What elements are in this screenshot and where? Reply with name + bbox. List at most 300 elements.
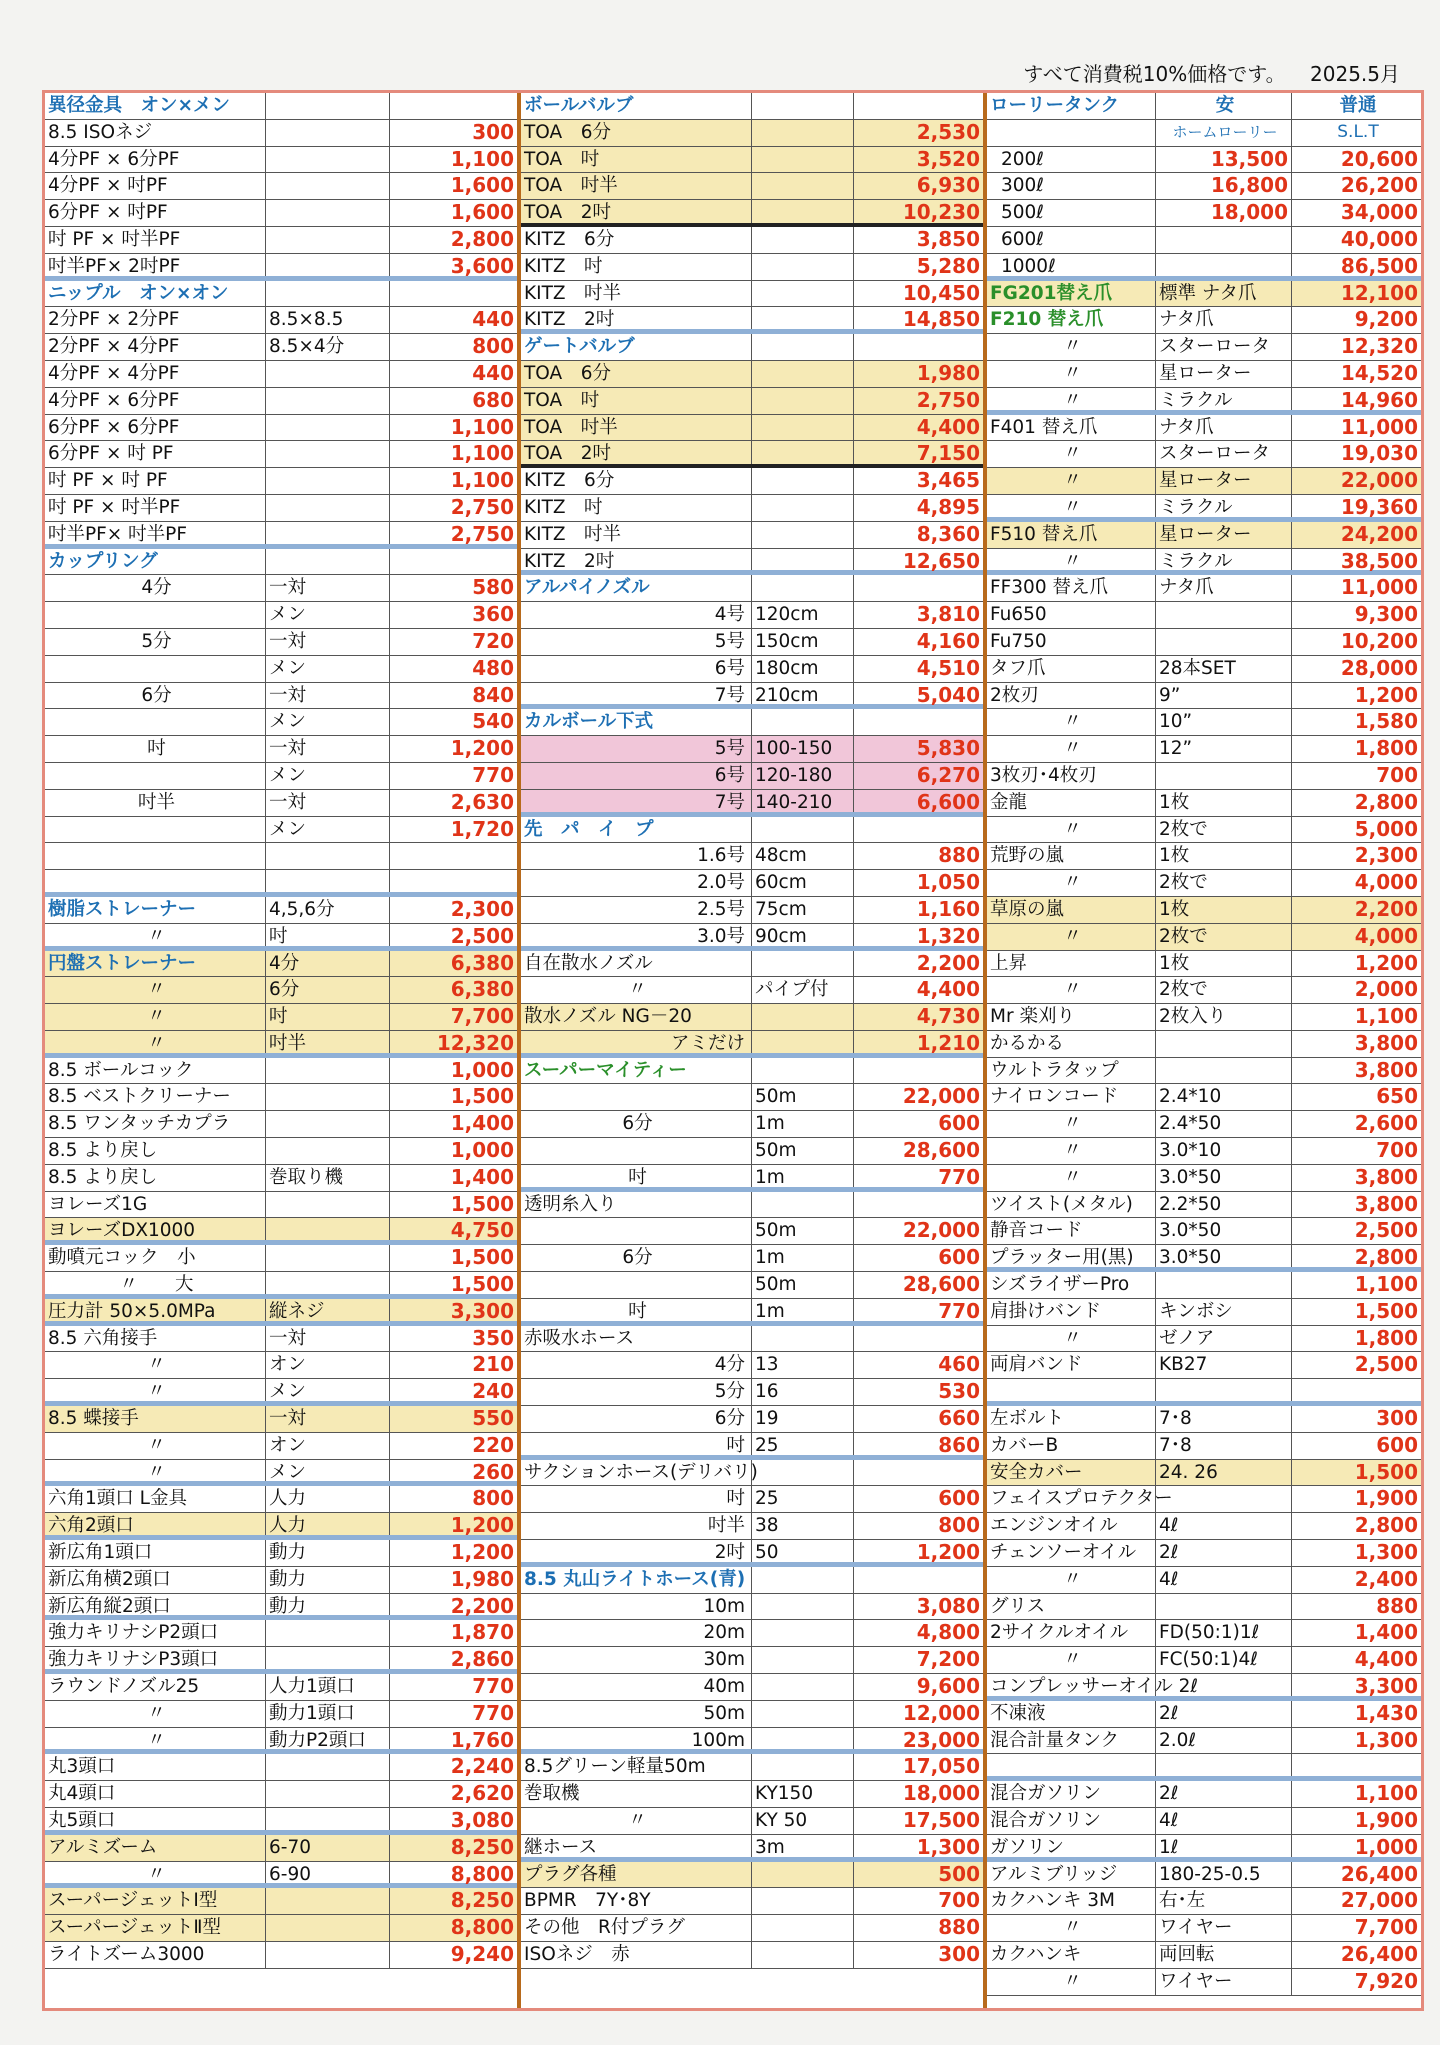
price-row: [45, 1915, 517, 1942]
item-spec: [265, 522, 389, 544]
item-name: KITZ 吋半: [524, 282, 622, 304]
item-spec: メン: [265, 817, 389, 843]
item-spec: 19: [751, 1406, 853, 1432]
item-price: 27,000: [1291, 1888, 1421, 1914]
item-spec: ワイヤー: [1155, 1915, 1291, 1941]
price-row: [45, 1620, 517, 1647]
price-row: [987, 1567, 1421, 1594]
item-spec: [1155, 1058, 1291, 1084]
item-spec: 210cm: [751, 683, 853, 705]
item-spec: オン: [265, 1352, 389, 1378]
item-name: 吋 PF × 吋 PF: [48, 470, 168, 492]
item-price: 3,600: [389, 254, 517, 276]
item-name: 〃: [1063, 1970, 1082, 1992]
item-spec: メン: [265, 602, 389, 628]
item-spec: 4ℓ: [1155, 1513, 1291, 1539]
price-column-left: [45, 93, 517, 2008]
item-name: 〃: [1063, 1140, 1082, 1162]
item-spec: 10”: [1155, 709, 1291, 735]
item-name: 2吋: [714, 1542, 745, 1564]
item-spec: [265, 1647, 389, 1669]
item-spec: [265, 227, 389, 253]
item-name: KITZ 吋: [524, 496, 603, 518]
item-price: 2,000: [1291, 977, 1421, 1003]
item-spec: 90cm: [751, 924, 853, 946]
item-spec: [751, 549, 853, 571]
item-name: 〃: [147, 1863, 166, 1885]
item-spec: 1m: [751, 1165, 853, 1187]
item-name: 6分PF × 吋 PF: [48, 443, 174, 465]
item-name: アルミズーム: [48, 1836, 158, 1858]
item-name: [45, 602, 265, 628]
item-price: 7,150: [853, 441, 983, 464]
item-price: [389, 93, 517, 119]
item-spec: [1155, 1674, 1291, 1696]
item-spec: [751, 281, 853, 307]
price-row: [45, 709, 517, 736]
price-row: [45, 388, 517, 415]
price-row: [521, 1326, 983, 1353]
item-spec: 1枚: [1155, 843, 1291, 869]
price-row: [45, 1567, 517, 1594]
item-spec: [265, 1942, 389, 1968]
item-price: 1,210: [853, 1031, 983, 1053]
price-row: [987, 120, 1421, 147]
item-price: 360: [389, 602, 517, 628]
price-row: [987, 1299, 1421, 1326]
price-row: [987, 1835, 1421, 1862]
item-spec: 38: [751, 1513, 853, 1539]
item-name: 〃: [1063, 738, 1082, 760]
item-name: 荒野の嵐: [990, 845, 1065, 867]
price-row: [521, 1406, 983, 1433]
item-name: 混合ガソリン: [990, 1810, 1102, 1831]
item-spec: [1155, 254, 1291, 276]
price-row: [521, 1808, 983, 1835]
item-spec: 3.0*10: [1155, 1138, 1291, 1164]
item-spec: 両回転: [1155, 1942, 1291, 1968]
item-name: 7号: [714, 791, 745, 813]
item-spec: [1155, 763, 1291, 789]
item-price: 1,100: [389, 415, 517, 441]
item-spec: キンボシ: [1155, 1299, 1291, 1325]
item-spec: 6-90: [265, 1862, 389, 1884]
item-name: 〃: [1063, 470, 1082, 492]
item-name: 不凍液: [990, 1702, 1046, 1724]
item-name: 1.6号: [697, 845, 745, 867]
item-name: TOA 2吋: [524, 202, 611, 224]
item-name: TOA 吋: [524, 148, 600, 170]
item-price: 1,800: [1291, 736, 1421, 762]
price-row: [45, 334, 517, 361]
price-row: [521, 361, 983, 388]
price-row: [521, 1754, 983, 1781]
price-row: [521, 1862, 983, 1889]
item-price: 770: [389, 1674, 517, 1700]
price-row: [987, 977, 1421, 1004]
item-price: 220: [389, 1433, 517, 1459]
item-name: 動噴元コック 小: [48, 1247, 196, 1269]
item-price: 1,000: [1291, 1835, 1421, 1857]
item-name: 新広角縦2頭口: [48, 1595, 171, 1617]
price-row: [987, 227, 1421, 254]
item-name: 草原の嵐: [990, 898, 1065, 920]
price-row: [45, 1647, 517, 1674]
item-price: 10,200: [1291, 629, 1421, 655]
item-spec: 4,5,6分: [265, 897, 389, 923]
item-spec: 7･8: [1155, 1433, 1291, 1459]
item-price: 2,750: [389, 522, 517, 544]
price-row: [45, 1165, 517, 1192]
item-name: カップリング: [48, 550, 158, 572]
price-row: [521, 281, 983, 308]
item-spec: 星ローター: [1155, 361, 1291, 387]
price-row: [521, 1433, 983, 1460]
item-price: 840: [389, 683, 517, 709]
item-price: 3,080: [853, 1594, 983, 1620]
item-name: 5号: [714, 630, 745, 652]
item-spec: [265, 1138, 389, 1164]
price-date: 2025.5月: [1310, 62, 1400, 86]
item-name: カバーB: [990, 1434, 1059, 1456]
item-spec: [265, 870, 389, 892]
price-row: [45, 495, 517, 522]
price-row: [45, 1245, 517, 1272]
price-row: [45, 1781, 517, 1808]
item-name: 6分: [622, 1247, 653, 1269]
item-name: TOA 2吋: [524, 443, 611, 465]
item-name: [521, 1272, 751, 1298]
price-row: [987, 629, 1421, 656]
item-spec: 4ℓ: [1155, 1808, 1291, 1834]
item-name: 丸4頭口: [48, 1783, 116, 1805]
item-name: 丸3頭口: [48, 1756, 116, 1778]
item-spec: FC(50:1)4ℓ: [1155, 1647, 1291, 1673]
item-price: 860: [853, 1433, 983, 1455]
price-row: [987, 1647, 1421, 1674]
item-spec: [751, 1647, 853, 1673]
item-spec: [1155, 1486, 1291, 1512]
item-name: ローリータンク: [990, 95, 1120, 116]
price-row: [987, 575, 1421, 602]
item-name: スーパージェットⅡ型: [48, 1917, 222, 1939]
item-price: 1,300: [1291, 1728, 1421, 1754]
item-spec: ゼノア: [1155, 1326, 1291, 1352]
item-name: 新広角1頭口: [48, 1542, 153, 1564]
item-spec: メン: [265, 1460, 389, 1482]
item-spec: 1枚: [1155, 897, 1291, 923]
item-price: 700: [1291, 763, 1421, 789]
item-name: KITZ 2吋: [524, 309, 615, 331]
item-spec: 150cm: [751, 629, 853, 655]
item-name: 赤吸水ホース: [524, 1327, 635, 1349]
item-spec: [265, 1888, 389, 1914]
item-spec: 50m: [751, 1138, 853, 1164]
item-spec: 安: [1155, 93, 1291, 119]
price-row: [45, 870, 517, 897]
item-name: 〃: [628, 979, 647, 1001]
item-spec: [751, 1942, 853, 1968]
item-name: 7号: [714, 684, 745, 706]
item-name: 吋半: [137, 791, 175, 813]
item-price: 12,650: [853, 549, 983, 571]
item-spec: [1155, 1031, 1291, 1057]
item-spec: 一対: [265, 1406, 389, 1432]
item-spec: 吋: [265, 924, 389, 946]
item-price: 34,000: [1291, 200, 1421, 226]
item-name: 両肩バンド: [990, 1354, 1083, 1376]
item-spec: メン: [265, 1379, 389, 1401]
item-name: 2サイクルオイル: [990, 1622, 1129, 1644]
item-price: 550: [389, 1406, 517, 1432]
price-row: [987, 790, 1421, 817]
price-row: [45, 1942, 517, 1969]
item-name: 8.5 より戻し: [48, 1166, 158, 1188]
item-spec: ミラクル: [1155, 388, 1291, 410]
item-price: 4,400: [853, 977, 983, 1003]
item-spec: [751, 441, 853, 464]
item-name: その他 R付プラグ: [524, 1917, 685, 1939]
price-row: [521, 1272, 983, 1299]
item-price: 1,300: [853, 1835, 983, 1857]
item-spec: 100-150: [751, 736, 853, 762]
price-row: [45, 1728, 517, 1755]
item-price: 1,980: [853, 361, 983, 387]
price-sheet: [42, 90, 1424, 2011]
price-row: [521, 924, 983, 951]
price-row: [987, 200, 1421, 227]
price-row: [521, 334, 983, 361]
item-price: 650: [1291, 1084, 1421, 1110]
item-name: 8.5 より戻し: [48, 1140, 158, 1162]
item-name: 上昇: [990, 952, 1028, 974]
item-price: 460: [853, 1352, 983, 1378]
item-name: 200ℓ: [1001, 148, 1044, 170]
item-price: 6,600: [853, 790, 983, 812]
item-spec: 2ℓ: [1155, 1781, 1291, 1807]
item-name: 〃: [147, 979, 166, 1001]
item-name: 透明糸入り: [524, 1193, 617, 1215]
item-price: 3,080: [389, 1808, 517, 1830]
item-name: 吋半PF× 吋半PF: [48, 523, 187, 545]
item-spec: 4分: [265, 951, 389, 977]
item-name: 先 パ イ プ: [524, 818, 654, 840]
price-row: [45, 897, 517, 924]
price-row: [521, 1835, 983, 1862]
item-price: 3,520: [853, 147, 983, 173]
item-spec: [751, 1460, 853, 1486]
price-row: [987, 1486, 1421, 1513]
item-price: 440: [389, 307, 517, 333]
item-price: 1,760: [389, 1728, 517, 1750]
item-price: 1,100: [389, 441, 517, 467]
item-spec: [751, 1915, 853, 1941]
item-spec: 人力1頭口: [265, 1674, 389, 1700]
item-price: 700: [1291, 1138, 1421, 1164]
price-row: [45, 1111, 517, 1138]
item-spec: [265, 361, 389, 387]
item-price: 2,620: [389, 1781, 517, 1807]
item-name: [987, 1379, 1155, 1401]
item-spec: ナタ爪: [1155, 415, 1291, 441]
item-name: KITZ 吋: [524, 255, 603, 277]
item-price: 17,050: [853, 1754, 983, 1780]
item-price: 1,200: [389, 1513, 517, 1535]
item-spec: [1155, 1754, 1291, 1776]
item-spec: 1ℓ: [1155, 1835, 1291, 1857]
item-name: F510 替え爪: [990, 523, 1098, 545]
price-row: [987, 468, 1421, 495]
item-name: 樹脂ストレーナー: [48, 898, 197, 920]
item-spec: 2.4*50: [1155, 1111, 1291, 1137]
item-name: 8.5 六角接手: [48, 1327, 158, 1349]
item-spec: [265, 1058, 389, 1084]
price-row: [987, 1379, 1421, 1406]
item-price: 1,320: [853, 924, 983, 946]
item-name: 強力キリナシP2頭口: [48, 1622, 219, 1644]
price-row: [987, 1433, 1421, 1460]
item-price: [853, 709, 983, 735]
item-name: 〃: [1063, 1917, 1082, 1939]
price-row: [521, 1299, 983, 1326]
item-spec: [1155, 629, 1291, 655]
item-name: 300ℓ: [1001, 175, 1044, 197]
item-price: 1,100: [389, 468, 517, 494]
item-spec: 3.0*50: [1155, 1165, 1291, 1191]
item-name: 4分PF × 6分PF: [48, 148, 180, 170]
item-price: 770: [853, 1165, 983, 1187]
item-spec: [751, 93, 853, 119]
item-price: 12,000: [853, 1701, 983, 1727]
item-price: 540: [389, 709, 517, 735]
item-price: 440: [389, 361, 517, 387]
item-name: 〃 大: [119, 1274, 194, 1296]
item-name: 金龍: [990, 791, 1028, 813]
item-price: 9,600: [853, 1674, 983, 1700]
item-name: [987, 120, 1155, 146]
item-name: 〃: [1063, 362, 1082, 384]
item-spec: [751, 1701, 853, 1727]
price-row: [521, 1567, 983, 1594]
item-spec: [751, 1862, 853, 1888]
item-name: ウルトラタップ: [990, 1059, 1119, 1081]
item-name: スーパーマイティー: [524, 1059, 687, 1081]
item-price: 8,800: [389, 1915, 517, 1941]
item-price: 1,600: [389, 200, 517, 226]
item-name: ナイロンコード: [990, 1086, 1119, 1108]
price-row: [521, 200, 983, 227]
price-row: [987, 1674, 1421, 1701]
item-name: 6号: [714, 657, 745, 679]
price-row: [521, 1058, 983, 1085]
item-spec: [751, 1058, 853, 1084]
item-price: 1,300: [1291, 1540, 1421, 1566]
item-spec: 140-210: [751, 790, 853, 812]
item-price: 1,500: [389, 1245, 517, 1271]
item-price: 14,850: [853, 307, 983, 329]
item-price: 210: [389, 1352, 517, 1378]
item-spec: [751, 951, 853, 977]
item-spec: 16: [751, 1379, 853, 1405]
item-spec: 120-180: [751, 763, 853, 789]
item-name: アミだけ: [670, 1032, 745, 1054]
item-name: 6分PF × 6分PF: [48, 416, 180, 438]
item-spec: 一対: [265, 629, 389, 655]
item-spec: 動力P2頭口: [265, 1728, 389, 1750]
price-row: [521, 817, 983, 844]
item-price: 4,730: [853, 1004, 983, 1030]
item-price: 20,600: [1291, 147, 1421, 173]
item-spec: [265, 468, 389, 494]
price-row: [45, 1754, 517, 1781]
item-price: 7,200: [853, 1647, 983, 1673]
item-price: 12,320: [1291, 334, 1421, 360]
item-name: ヨレーズ1G: [48, 1193, 148, 1215]
item-spec: 一対: [265, 1326, 389, 1352]
item-name: サクションホース(デリバリ): [524, 1461, 758, 1483]
item-name: 4分: [714, 1354, 745, 1376]
item-price: 9,300: [1291, 602, 1421, 628]
item-name: 30m: [703, 1649, 745, 1671]
item-price: [389, 281, 517, 307]
price-row: [521, 1218, 983, 1245]
item-name: カルボール下式: [524, 711, 654, 733]
item-name: 吋: [147, 738, 166, 760]
item-price: 2,860: [389, 1647, 517, 1669]
price-row: [45, 227, 517, 254]
item-price: 3,800: [1291, 1192, 1421, 1218]
item-price: 28,000: [1291, 656, 1421, 682]
item-price: 600: [853, 1111, 983, 1137]
item-price: 1,600: [389, 173, 517, 199]
item-name: 巻取機: [524, 1783, 580, 1805]
item-price: 1,200: [853, 1540, 983, 1562]
item-name: ISOネジ 赤: [524, 1943, 630, 1965]
item-spec: [265, 1915, 389, 1941]
price-row: [987, 1004, 1421, 1031]
item-spec: [751, 1754, 853, 1780]
item-name: 六角2頭口: [48, 1515, 134, 1537]
item-spec: ワイヤー: [1155, 1969, 1291, 1995]
item-name: 2分PF × 2分PF: [48, 309, 180, 331]
price-row: [521, 1594, 983, 1621]
price-row: [521, 227, 983, 254]
item-spec: [1155, 227, 1291, 253]
item-name: 〃: [147, 1354, 166, 1376]
item-spec: [751, 1728, 853, 1750]
item-name: 〃: [1063, 872, 1082, 894]
item-name: アルミブリッジ: [990, 1863, 1118, 1885]
price-row: [45, 1594, 517, 1621]
item-price: 22,000: [853, 1084, 983, 1110]
item-name: [521, 1084, 751, 1110]
item-spec: 1m: [751, 1111, 853, 1137]
item-price: 2,500: [389, 924, 517, 946]
item-price: [853, 1058, 983, 1084]
item-price: 4,400: [1291, 1647, 1421, 1673]
price-row: [45, 629, 517, 656]
item-name: KITZ 6分: [524, 470, 615, 492]
item-spec: 2枚入り: [1155, 1004, 1291, 1030]
price-row: [987, 334, 1421, 361]
item-name: チェンソーオイル: [990, 1542, 1137, 1564]
price-row: [521, 709, 983, 736]
item-spec: [751, 361, 853, 387]
item-price: 17,500: [853, 1808, 983, 1834]
item-price: [853, 1460, 983, 1486]
item-spec: [751, 468, 853, 494]
item-spec: [265, 1245, 389, 1271]
